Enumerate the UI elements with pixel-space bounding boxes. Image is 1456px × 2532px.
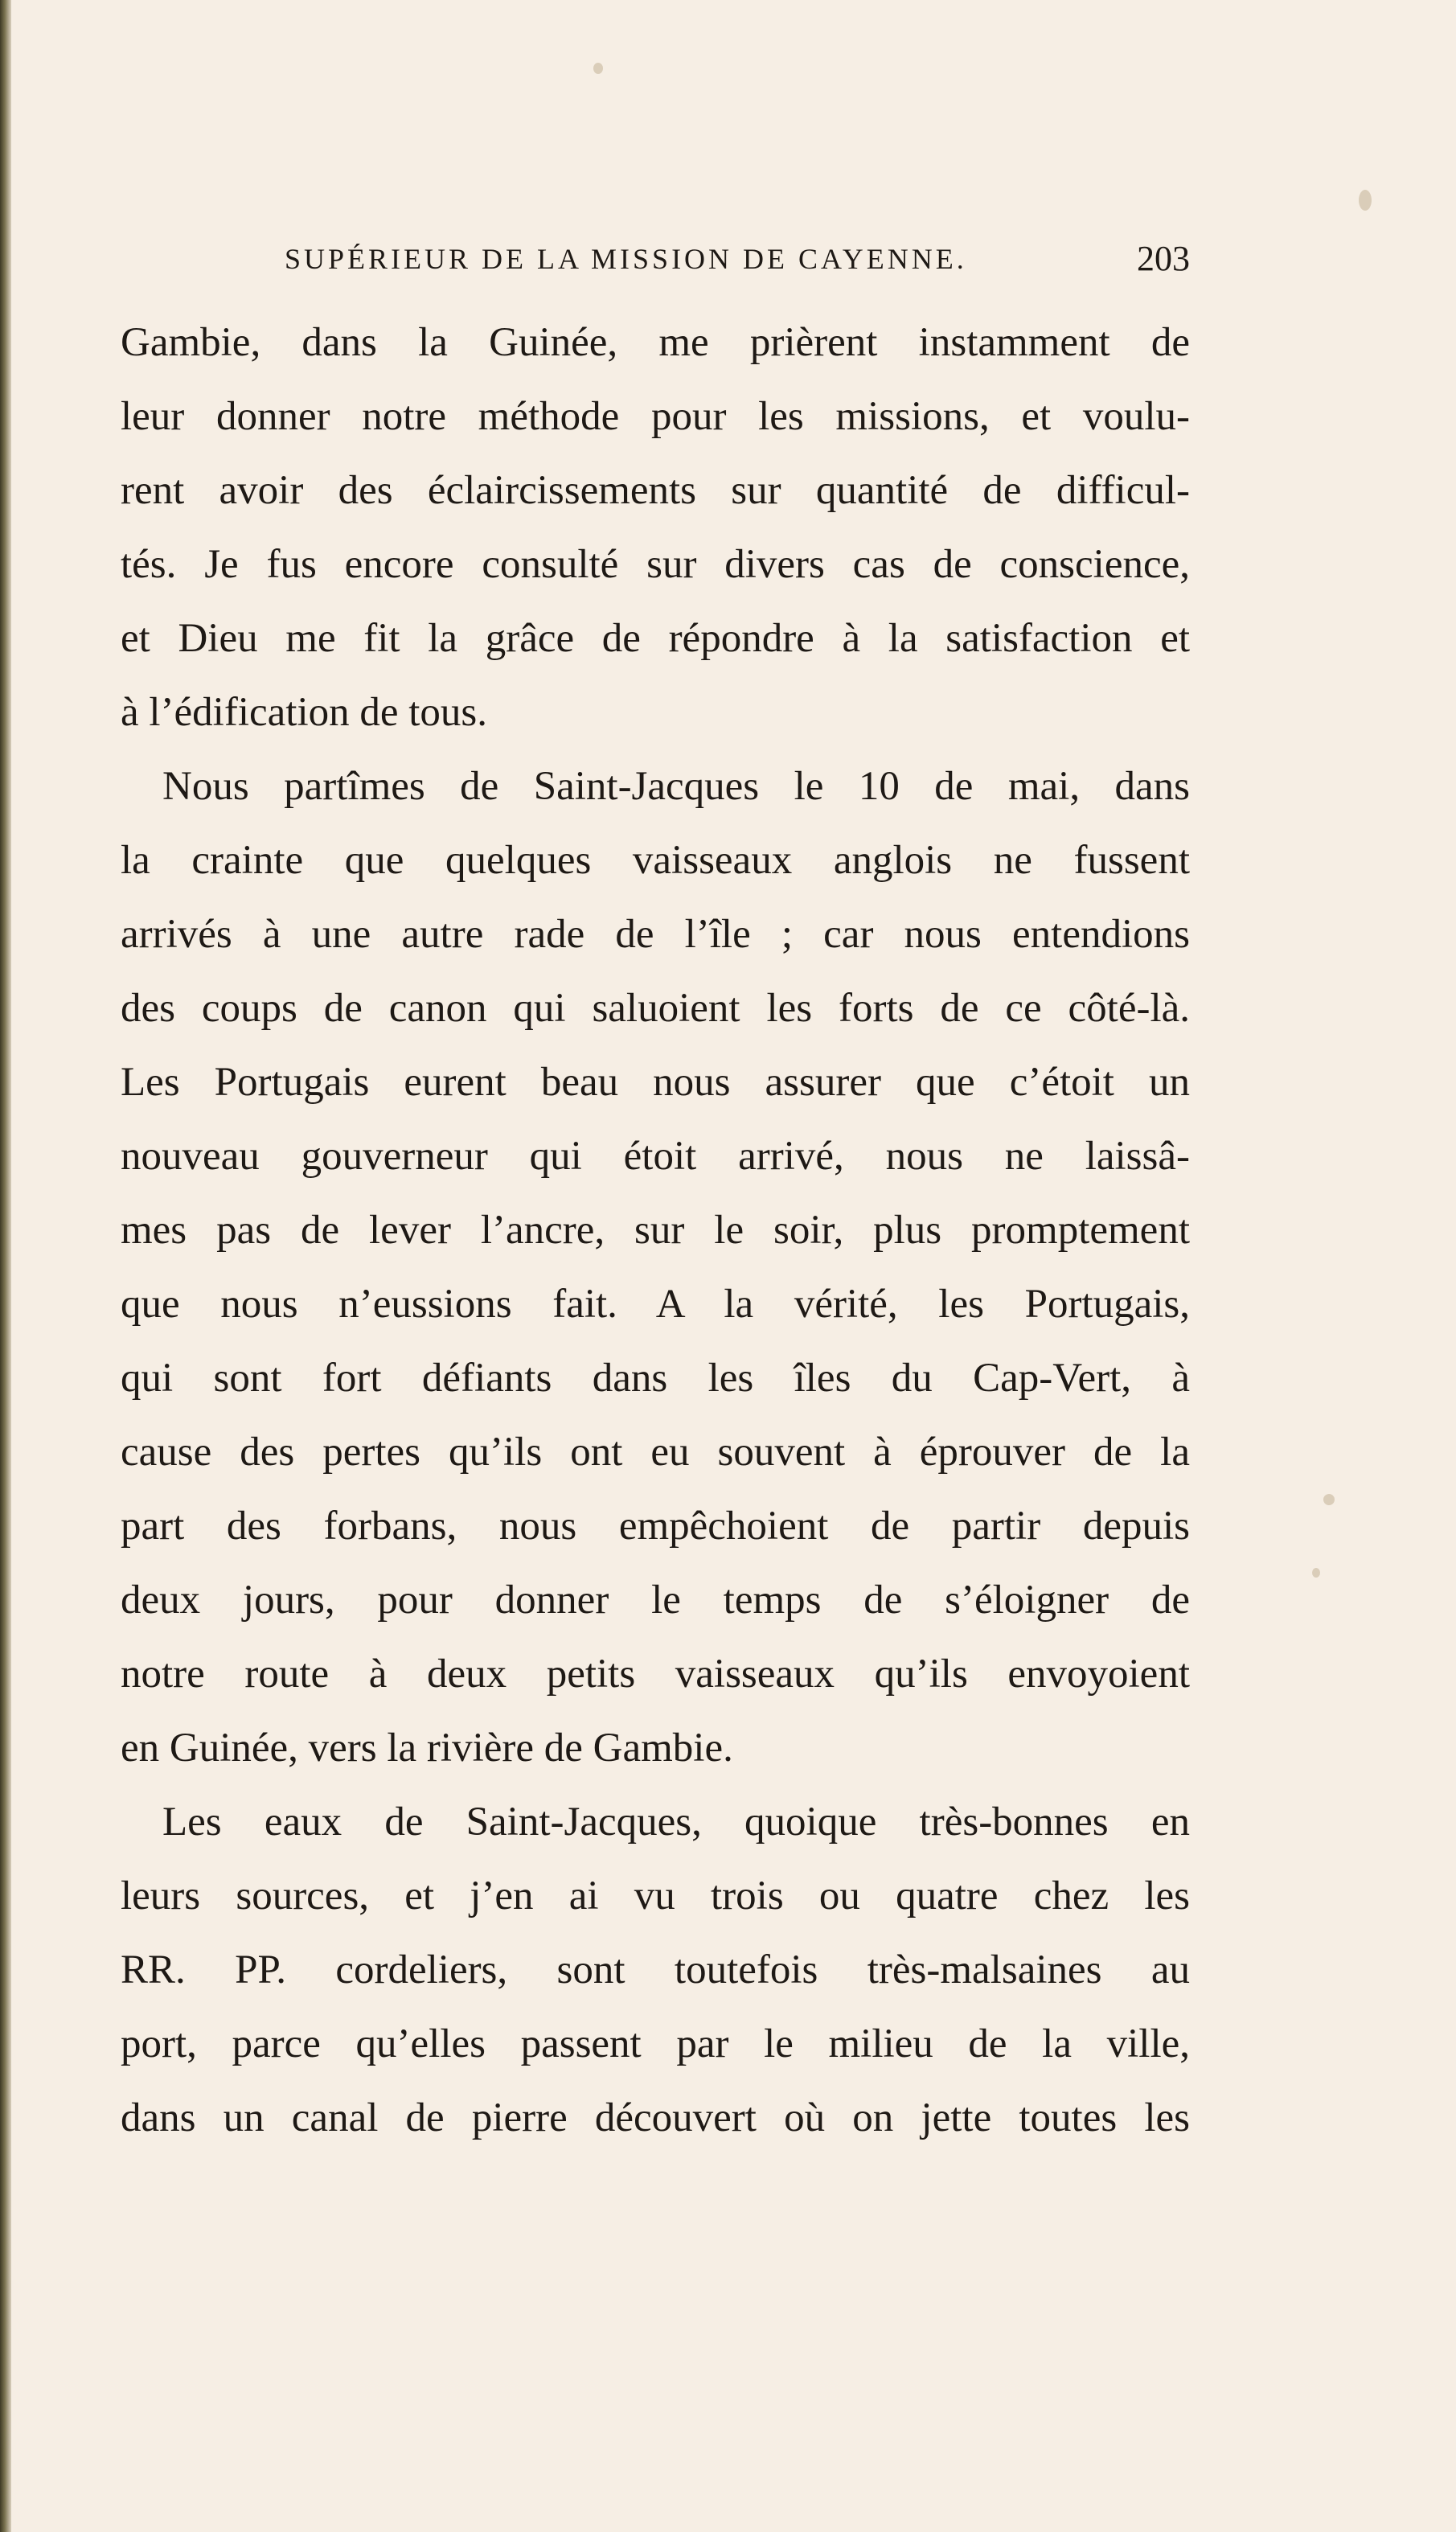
book-page-edge [0, 0, 11, 2532]
text-line: et Dieu me fit la grâce de répondre à la satisfaction et [121, 616, 1190, 661]
text-line: arrivés à une autre rade de l’île ; car nous entendions [121, 912, 1190, 957]
text-line: dans un canal de pierre découvert où on jette toutes les [121, 2095, 1190, 2140]
text-line: port, parce qu’elles passent par le milieu de la ville, [121, 2021, 1190, 2066]
text-line: leur donner notre méthode pour les missions, et voulu- [121, 394, 1190, 439]
page-number: 203 [1137, 239, 1190, 278]
text-line: RR. PP. cordeliers, sont toutefois très-malsaines au [121, 1947, 1190, 1992]
paper-stain [593, 63, 603, 74]
text-line: Les Portugais eurent beau nous assurer que c’étoit un [121, 1060, 1190, 1105]
paragraph [121, 1785, 1190, 2155]
text-line: part des forbans, nous empêchoient de partir depuis [121, 1504, 1190, 1549]
text-line: leurs sources, et j’en ai vu trois ou quatre chez les [121, 1873, 1190, 1918]
text-line: mes pas de lever l’ancre, sur le soir, plus promptement [121, 1208, 1190, 1253]
text-line: deux jours, pour donner le temps de s’éloigner de [121, 1578, 1190, 1623]
paper-stain [1359, 190, 1372, 211]
text-line: nouveau gouverneur qui étoit arrivé, nous ne laissâ- [121, 1134, 1190, 1179]
text-line: la crainte que quelques vaisseaux anglois ne fussent [121, 838, 1190, 883]
text-line: Nous partîmes de Saint-Jacques le 10 de mai, dans [162, 764, 1190, 809]
paragraph [121, 749, 1190, 1785]
text-line: qui sont fort défiants dans les îles du Cap-Vert, à [121, 1356, 1190, 1401]
page-header [121, 235, 1190, 283]
text-line: Gambie, dans la Guinée, me prièrent instamment de [121, 320, 1190, 365]
text-line: tés. Je fus encore consulté sur divers cas de conscience, [121, 542, 1190, 587]
text-line: cause des pertes qu’ils ont eu souvent à éprouver de la [121, 1430, 1190, 1475]
body-text [121, 306, 1190, 2155]
text-line: des coups de canon qui saluoient les forts de ce côté-là. [121, 986, 1190, 1031]
text-line: rent avoir des éclaircissements sur quantité de difficul- [121, 468, 1190, 513]
running-title: SUPÉRIEUR DE LA MISSION DE CAYENNE. [285, 243, 967, 275]
paper-stain [1312, 1568, 1320, 1578]
text-line: Les eaux de Saint-Jacques, quoique très-bonnes en [162, 1799, 1190, 1845]
paper-stain [1323, 1494, 1335, 1505]
text-line: notre route à deux petits vaisseaux qu’ils envoyoient [121, 1652, 1190, 1697]
text-line: à l’édification de tous. [121, 690, 488, 735]
text-line: en Guinée, vers la rivière de Gambie. [121, 1726, 733, 1771]
text-line: que nous n’eussions fait. A la vérité, les Portugais, [121, 1282, 1190, 1327]
paragraph [121, 306, 1190, 749]
